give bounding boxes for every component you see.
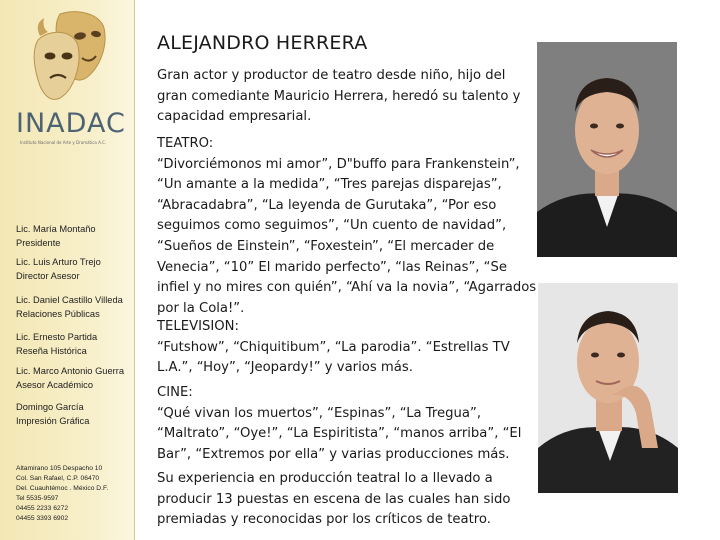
contact-line: Del. Cuauhtémoc . México D.F. [16,485,109,492]
staff-role: Impresión Gráfica [16,416,90,426]
staff-role: Relaciones Públicas [16,309,100,319]
theater-masks-logo [30,6,110,106]
logo-text: INADAC [16,108,126,139]
cine-paragraph [157,383,525,465]
staff-entry [16,400,134,428]
contact-line: Col. San Rafael, C.P. 06470 [16,475,100,482]
text-line: producir 13 puestas en escena de las cuales han sido [157,491,511,507]
text-line: premiadas y reconocidas por los críticos de teatro. [157,512,491,528]
intro-paragraph [157,66,525,128]
staff-role: Director Asesor [16,271,80,281]
portrait-photo-smiling [537,42,677,257]
staff-entry [16,222,134,250]
text-line: Venecia”, “10” El marido perfecto”, “las Reinas”, “Se [157,259,507,275]
text-line: infiel y no mires con quién”, “Ahí va la novia”, “Agarrados [157,280,537,296]
staff-entry [16,330,134,358]
staff-name: Domingo García [16,402,84,412]
text-line: “Divorciémonos mi amor”, D"buffo para Frankenstein”, [157,156,520,172]
text-line: “Sueños de Einstein”, “Foxestein”, “El mercader de [157,238,495,254]
contact-line: Tel 5535-9597 [16,495,59,502]
text-line: por la Cola!”. [157,300,245,316]
section-heading: CINE: [157,385,193,400]
portrait-photo-thinking [538,283,678,493]
text-line: Bar”, “Extremos por ella” y varias producciones más. [157,446,510,462]
contact-line: 04455 2233 6272 [16,505,69,512]
text-line: gran comediante Mauricio Herrera, heredó su talento y [157,88,521,104]
staff-entry [16,255,134,283]
section-heading: TEATRO: [157,136,214,151]
television-paragraph [157,317,525,379]
text-line: L.A.”, “Hoy”, “Jeopardy!” y varios más. [157,360,413,376]
teatro-paragraph [157,134,537,319]
contact-line: 04455 3393 6902 [16,515,69,522]
text-line: Gran actor y productor de teatro desde niño, hijo del [157,68,506,83]
staff-name: Lic. Marco Antonio Guerra [16,366,124,376]
staff-name: Lic. Daniel Castillo Villeda [16,295,123,305]
text-line: “Maltrato”, “Oye!”, “La Espiritista”, “manos arriba”, “El [157,426,522,442]
text-line: capacidad empresarial. [157,109,312,125]
text-line: seguimos como seguimos”, “Un cuento de navidad”, [157,218,507,234]
staff-name: Lic. María Montaño [16,224,96,234]
staff-entry [16,364,134,392]
page-title: ALEJANDRO HERRERA [157,32,368,54]
sidebar [0,0,135,540]
contact-line: Altamirano 105 Despacho 10 [16,465,103,472]
section-heading: TELEVISION: [157,319,239,334]
experiencia-paragraph [157,469,525,531]
text-line: Su experiencia en producción teatral lo a llevado a [157,471,493,486]
staff-role: Asesor Académico [16,380,93,390]
text-line: “Futshow”, “Chiquitibum”, “La parodia”. “Estrellas TV [157,339,510,355]
staff-entry [16,293,134,321]
staff-role: Presidente [16,238,61,248]
staff-name: Lic. Luis Arturo Trejo [16,257,101,267]
text-line: “Qué vivan los muertos”, “Espinas”, “La Tregua”, [157,405,482,421]
staff-role: Reseña Histórica [16,346,87,356]
text-line: “Un amante a la medida”, “Tres parejas disparejas”, [157,177,502,193]
logo-subtitle: Instituto Nacional de Arte y Dramática A.C. [20,140,107,145]
text-line: “Abracadabra”, “La leyenda de Gurutaka”, “Por eso [157,197,497,213]
staff-name: Lic. Ernesto Partida [16,332,98,342]
contact-info [16,464,134,524]
